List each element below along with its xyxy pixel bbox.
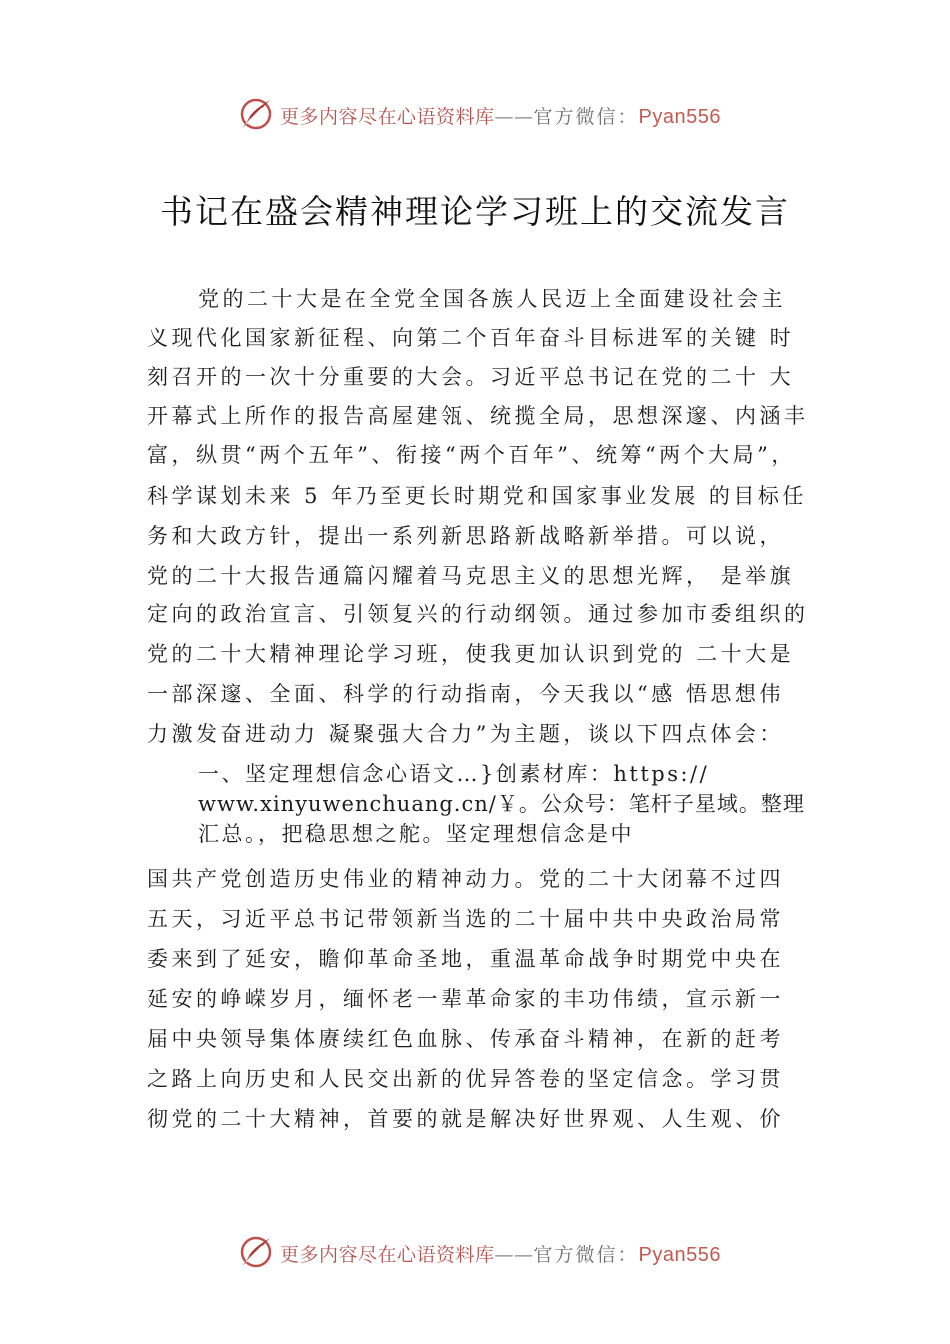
banner-brand: 更多内容尽在心语资料库 (280, 1244, 495, 1266)
quill-logo-icon (236, 94, 276, 134)
body-line: 一部深邃、全面、科学的行动指南，今天我以“感 悟思想伟 (147, 682, 784, 706)
body-line: 富，纵贯“两个五年”、衔接“两个百年”、统筹“两个大局”， (147, 443, 796, 467)
body-line: 刻召开的一次十分重要的大会。习近平总书记在党的二十 大 (147, 365, 795, 389)
banner-brand: 更多内容尽在心语资料库 (280, 106, 495, 128)
banner-dash: —— (494, 106, 534, 128)
footer-banner (0, 1232, 950, 1272)
body-line: 一、坚定理想信念心语文…}创素材库：https:// (198, 762, 710, 786)
page-title: 书记在盛会精神理论学习班上的交流发言 (160, 192, 790, 231)
body-line: 开幕式上所作的报告高屋建瓴、统揽全局，思想深邃、内涵丰 (147, 404, 809, 428)
banner-wechat-label: 官方微信： (533, 106, 639, 128)
body-line: 延安的峥嵘岁月，缅怀老一辈革命家的丰功伟绩，宣示新一 (147, 987, 784, 1011)
body-line: 力激发奋进动力 凝聚强大合力”为主题，谈以下四点体会： (147, 722, 784, 746)
body-line: 国共产党创造历史伟业的精神动力。党的二十大闭幕不过四 (147, 867, 784, 891)
body-line: 务和大政方针，提出一系列新思路新战略新举措。可以说， (147, 524, 784, 548)
body-line: www.xinyuwenchuang.cn/￥。公众号：笔杆子星域。整理 (198, 792, 805, 816)
body-line: 科学谋划未来 5 年乃至更长时期党和国家事业发展 的目标任 (147, 484, 807, 508)
banner-account: Pyan556 (638, 1244, 721, 1266)
body-line: 委来到了延安，瞻仰革命圣地，重温革命战争时期党中央在 (147, 947, 784, 971)
banner-text (280, 102, 721, 129)
body-line: 之路上向历史和人民交出新的优异答卷的坚定信念。学习贯 (147, 1067, 784, 1091)
body-line: 党的二十大报告通篇闪耀着马克思主义的思想光辉， 是举旗 (147, 564, 795, 588)
header-banner (0, 94, 950, 134)
body-line: 汇总。，把稳思想之舵。坚定理想信念是中 (198, 822, 634, 846)
body-line: 党的二十大精神理论学习班，使我更加认识到党的 二十大是 (147, 642, 795, 666)
body-line: 届中央领导集体赓续红色血脉、传承奋斗精神，在新的赶考 (147, 1027, 784, 1051)
banner-text (280, 1240, 721, 1267)
body-line: 定向的政治宣言、引领复兴的行动纲领。通过参加市委组织的 (147, 602, 809, 626)
body-line: 五天，习近平总书记带领新当选的二十届中共中央政治局常 (147, 907, 784, 931)
body-line: 义现代化国家新征程、向第二个百年奋斗目标进军的关键 时 (147, 326, 795, 350)
banner-wechat-label: 官方微信： (533, 1244, 639, 1266)
quill-logo-icon (236, 1232, 276, 1272)
banner-account: Pyan556 (638, 106, 721, 128)
body-line: 彻党的二十大精神，首要的就是解决好世界观、人生观、价 (147, 1107, 784, 1131)
banner-dash: —— (494, 1244, 534, 1266)
body-line: 党的二十大是在全党全国各族人民迈上全面建设社会主 (198, 287, 786, 311)
